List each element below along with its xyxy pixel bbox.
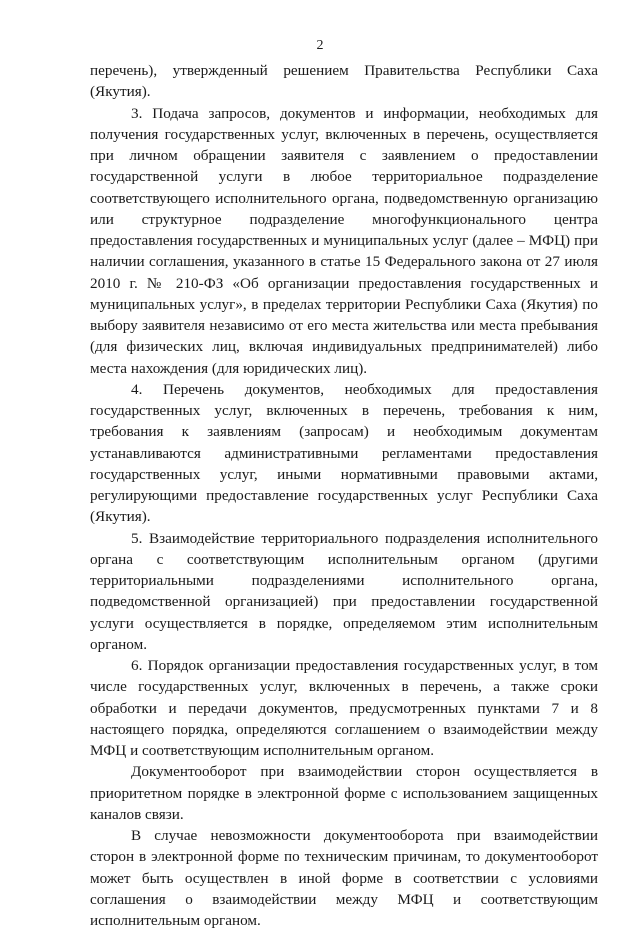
paragraph-fallback-form: В случае невозможности документооборота при взаимодействии сторон в электронной форме по техническим причинам, то документооборот может быть осуществлен в иной форме в соответствии с условиями соглашения о взаимодействии между МФЦ и соответствующим исполнительным органом. [90, 827, 598, 929]
paragraph-1-continuation: перечень), утвержденный решением Правительства Республики Саха (Якутия). [90, 62, 598, 101]
paragraph-document-flow: Документооборот при взаимодействии сторон осуществляется в приоритетном порядке в электронной форме с использованием защищенных каналов связи. [90, 763, 598, 823]
paragraph-4: 4. Перечень документов, необходимых для предоставления государственных услуг, включенных в перечень, требования к ним, требования к заявлениям (запросам) и необходимым документам устанавливаются административными регламентами предоставления государственных услуг, иными нормативными правовыми актами, регулирующими предоставление государственных услуг Республики Саха (Якутия). [90, 380, 598, 526]
paragraph-5: 5. Взаимодействие территориального подразделения исполнительного органа с соответствующим исполнительным органом (другими территориальными подразделениями исполнительного органа, подведомственной организацией) при предоставлении государственной услуги осуществляется в порядке, определяемом этим исполнительным органом. [90, 529, 598, 653]
document-body [90, 60, 598, 931]
paragraph-6: 6. Порядок организации предоставления государственных услуг, в том числе государственных услуг, включенных в перечень, а также сроки обработки и передачи документов, предусмотренных пунктами 7 и 8 настоящего порядка, определяются соглашением о взаимодействии между МФЦ и соответствующим исполнительным органом. [90, 657, 598, 759]
page-number: 2 [316, 38, 324, 53]
paragraph-3: 3. Подача запросов, документов и информации, необходимых для получения государственных услуг, включенных в перечень, осуществляется при личном обращении заявителя с заявлением о предоставлении государственной услуги в любое территориальное подразделение соответствующего исполнительного органа, подведомственную организацию или структурное подразделение многофункционального центра предоставления государственных и муниципальных услуг (далее – МФЦ) при наличии соглашения, указанного в статье 15 Федерального закона от 27 июля 2010 г. № 210-ФЗ «Об организации предоставления государственных и муниципальных услуг», в пределах территории Республики Саха (Якутия) по выбору заявителя независимо от его места жительства или места пребывания (для физических лиц, включая индивидуальных предпринимателей) либо места нахождения (для юридических лиц). [90, 104, 598, 377]
